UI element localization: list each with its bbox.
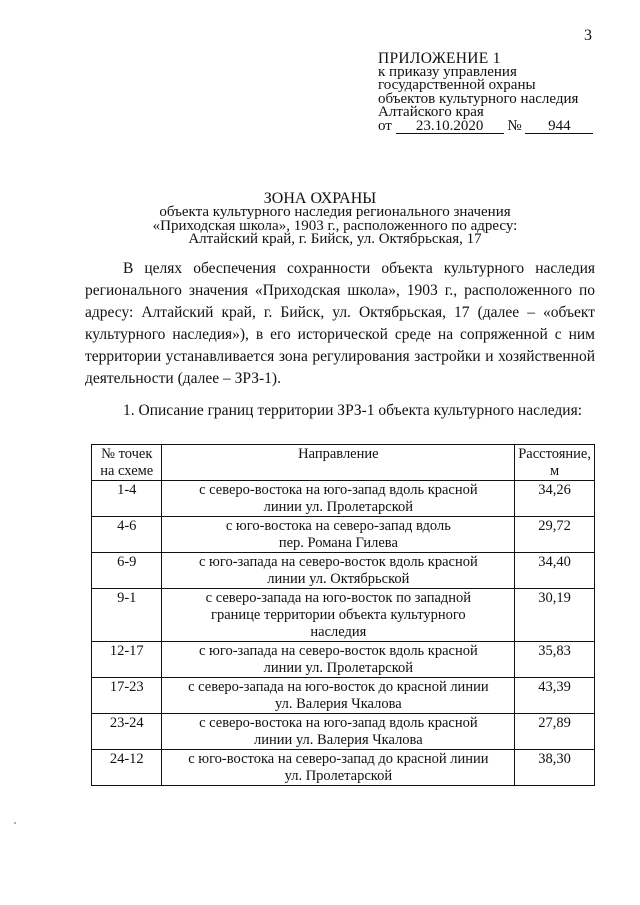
table-header-row [92,445,595,481]
header-distance-line: Расстояние, [518,446,591,462]
direction-line: линии ул. Валерия Чкалова [254,732,423,748]
boundaries-table [91,444,595,786]
cell-points: 6-9 [92,553,162,589]
intro-paragraph: В целях обеспечения сохранности объекта культурного наследия регионального значения «Приходская школа», 1903 г., расположенного по адресу: Алтайский край, г. Бийск, ул. Октябрьская, 17 (далее – «объект культурного наследия»), в его исторической среде на сопряженной с ним территории устанавливается зона регулирования застройки и хозяйственной деятельности (далее – ЗРЗ-1). [85,260,595,387]
cell-points: 23-24 [92,714,162,750]
direction-line: линии ул. Пролетарской [263,499,414,515]
direction-line: пер. Романа Гилева [278,535,398,551]
zone-title: ЗОНА ОХРАНЫ [263,190,377,207]
cell-points: 9-1 [92,589,162,642]
direction-line: с юго-запада на северо-восток вдоль красной [198,554,478,570]
direction-line: ул. Валерия Чкалова [275,696,402,712]
order-prefix: от [378,117,392,134]
header-distance [515,445,595,481]
cell-direction [162,714,515,750]
cell-direction [162,481,515,517]
cell-distance: 38,30 [515,750,595,786]
cell-points: 17-23 [92,678,162,714]
direction-line: с северо-востока на юго-запад вдоль красной [199,715,478,731]
table-row [92,517,595,553]
table-row [92,589,595,642]
cell-direction [162,553,515,589]
table-row [92,481,595,517]
header-points-line: на схеме [100,463,154,479]
table-row [92,714,595,750]
direction-line: линии ул. Октябрьской [267,571,410,587]
direction-line: линии ул. Пролетарской [263,660,414,676]
cell-points: 24-12 [92,750,162,786]
cell-points: 12-17 [92,642,162,678]
cell-points: 1-4 [92,481,162,517]
zone-subtitle-line: объекта культурного наследия регионального значения [159,204,511,220]
direction-line: с юго-востока на северо-запад вдоль [225,518,451,534]
cell-direction [162,678,515,714]
appendix-header [378,52,618,134]
table-row [92,553,595,589]
cell-distance: 29,72 [515,517,595,553]
order-date: 23.10.2020 [396,120,504,134]
cell-direction [162,642,515,678]
direction-line: ул. Пролетарской [284,768,393,784]
zone-subtitle-line: «Приходская школа», 1903 г., расположенного по адресу: [152,217,518,234]
appendix-line: объектов культурного наследия [378,90,579,107]
page-number: 3 [584,27,592,44]
cell-direction [162,589,515,642]
header-distance-line: м [550,463,560,479]
order-number: 944 [525,120,593,134]
section-heading: 1. Описание границ территории ЗРЗ-1 объекта культурного наследия: [123,402,583,419]
cell-distance: 34,26 [515,481,595,517]
scan-speck [14,822,16,824]
cell-direction [162,750,515,786]
appendix-title: ПРИЛОЖЕНИЕ 1 [378,50,501,67]
direction-line: с юго-запада на северо-восток вдоль красной [198,643,478,659]
cell-distance: 30,19 [515,589,595,642]
cell-distance: 34,40 [515,553,595,589]
direction-line: с северо-запада на юго-восток по западной [205,590,472,606]
header-points-line: № точек [101,446,153,462]
appendix-line: Алтайского края [378,104,484,120]
direction-line: границе территории объекта культурного [211,607,466,623]
table-row [92,678,595,714]
cell-distance: 35,83 [515,642,595,678]
cell-distance: 27,89 [515,714,595,750]
header-direction: Направление [162,445,515,481]
order-number-sign: № [507,117,522,134]
direction-line: с северо-запада на юго-восток до красной линии [188,679,489,695]
table-row [92,642,595,678]
header-points [92,445,162,481]
appendix-line: к приказу управления [378,63,517,80]
direction-line: с северо-востока на юго-запад вдоль красной [199,482,478,498]
zone-subtitle [120,206,550,247]
appendix-line: государственной охраны [378,77,536,93]
cell-direction [162,517,515,553]
cell-distance: 43,39 [515,678,595,714]
direction-line: наследия [310,624,367,640]
cell-points: 4-6 [92,517,162,553]
table-row [92,750,595,786]
direction-line: с юго-востока на северо-запад до красной линии [188,751,489,767]
order-reference [378,117,618,134]
zone-subtitle-line: Алтайский край, г. Бийск, ул. Октябрьская, 17 [188,231,482,247]
